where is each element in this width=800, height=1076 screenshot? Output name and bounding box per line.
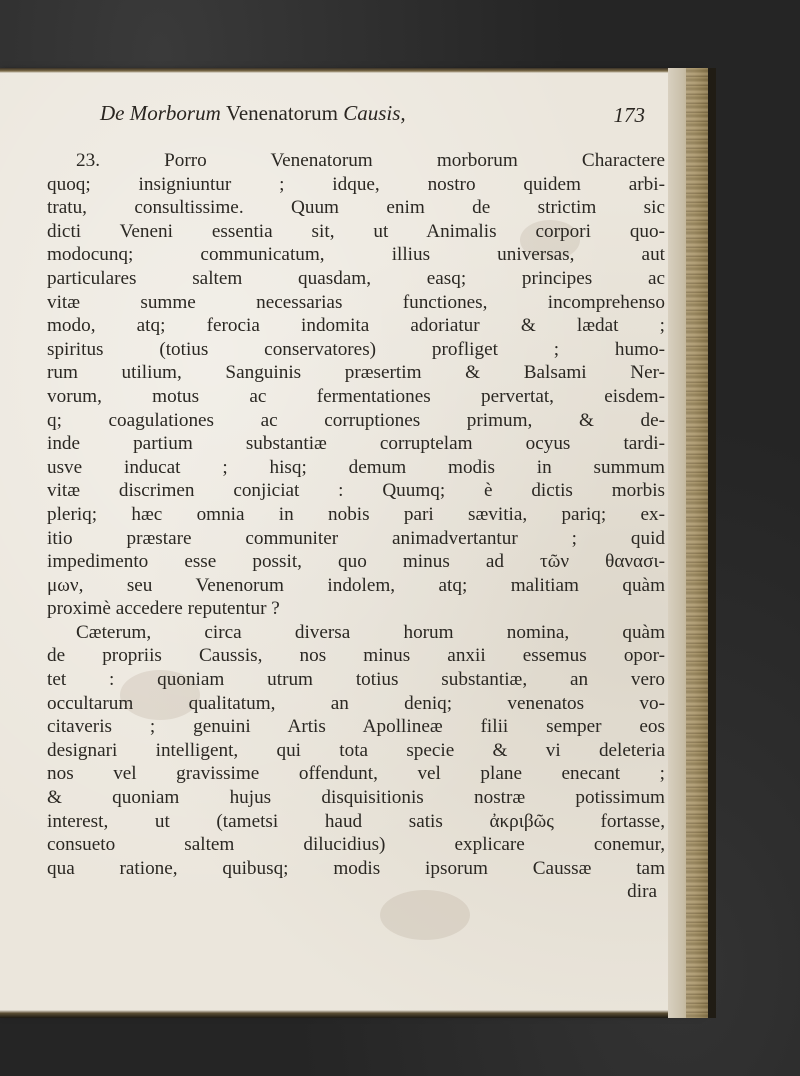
text-line: dicti Veneni essentia sit, ut Animalis corpori quo- bbox=[47, 220, 665, 242]
text-line: usve inducat ; hisq; demum modis in summum bbox=[47, 456, 665, 478]
text-line: quoq; insigniuntur ; idque, nostro quidem arbi- bbox=[47, 173, 665, 195]
text-line: modo, atq; ferocia indomita adoriatur & lædat ; bbox=[47, 315, 665, 337]
fore-edge bbox=[668, 68, 716, 1018]
text-line: modocunq; communicatum, illius universas, aut bbox=[47, 244, 665, 266]
text-line: nos vel gravissime offendunt, vel plane enecant ; bbox=[47, 763, 665, 785]
page-number: 173 bbox=[613, 103, 645, 127]
text-line: vitæ summe necessarias functiones, incomprehenso bbox=[47, 291, 665, 313]
text-line: occultarum qualitatum, an deniq; venenatos vo- bbox=[47, 692, 665, 714]
text-line: interest, ut (tametsi haud satis ἀκριβῶς fortasse, bbox=[47, 810, 665, 832]
text-line: particulares saltem quasdam, easq; principes ac bbox=[47, 267, 665, 289]
text-line: pleriq; hæc omnia in nobis pari sævitia, pariq; ex- bbox=[47, 503, 665, 525]
catchword: dira bbox=[627, 881, 657, 903]
text-line: designari intelligent, qui tota specie & vi deleteria bbox=[47, 739, 665, 761]
text-line: qua ratione, quibusq; modis ipsorum Caussæ tam bbox=[47, 857, 665, 879]
running-title-roman: Venenatorum bbox=[226, 101, 344, 125]
text-line: vitæ discrimen conjiciat : Quumq; è dictis morbis bbox=[47, 480, 665, 502]
text-line: rum utilium, Sanguinis præsertim & Balsami Ner- bbox=[47, 362, 665, 384]
text-line: μων, seu Venenorum indolem, atq; malitiam quàm bbox=[47, 574, 665, 596]
body-text bbox=[47, 149, 665, 904]
running-title-end: Causis, bbox=[343, 101, 406, 125]
text-line: citaveris ; genuini Artis Apollineæ filii semper eos bbox=[47, 716, 665, 738]
text-line: de propriis Caussis, nos minus anxii essemus opor- bbox=[47, 645, 665, 667]
text-line: inde partium substantiæ corruptelam ocyus tardi- bbox=[47, 433, 665, 455]
top-page-edge bbox=[0, 68, 716, 73]
text-line: & quoniam hujus disquisitionis nostræ potissimum bbox=[47, 787, 665, 809]
bottom-page-edge bbox=[0, 1010, 716, 1018]
text-line: proximè accedere reputentur ? bbox=[47, 598, 280, 620]
text-line: tet : quoniam utrum totius substantiæ, an vero bbox=[47, 669, 665, 691]
text-line: q; coagulationes ac corruptiones primum, & de- bbox=[47, 409, 665, 431]
text-line: Cæterum, circa diversa horum nomina, quàm bbox=[76, 621, 665, 643]
running-title-prefix: De bbox=[100, 101, 130, 125]
text-line: vorum, motus ac fermentationes pervertat, eisdem- bbox=[47, 385, 665, 407]
text-line: impedimento esse possit, quo minus ad τῶν θανασι- bbox=[47, 551, 665, 573]
text-line: itio præstare communiter animadvertantur ; quid bbox=[47, 527, 665, 549]
running-title-italic: Morborum bbox=[129, 101, 227, 125]
running-title bbox=[100, 101, 406, 126]
text-line: spiritus (totius conservatores) profliget ; humo- bbox=[47, 338, 665, 360]
binding-rim bbox=[708, 68, 716, 1018]
text-line: consueto saltem dilucidius) explicare conemur, bbox=[47, 834, 665, 856]
text-line: 23. Porro Venenatorum morborum Charactere bbox=[76, 150, 665, 171]
running-head bbox=[60, 101, 660, 137]
text-line: tratu, consultissime. Quum enim de strictim sic bbox=[47, 197, 665, 219]
